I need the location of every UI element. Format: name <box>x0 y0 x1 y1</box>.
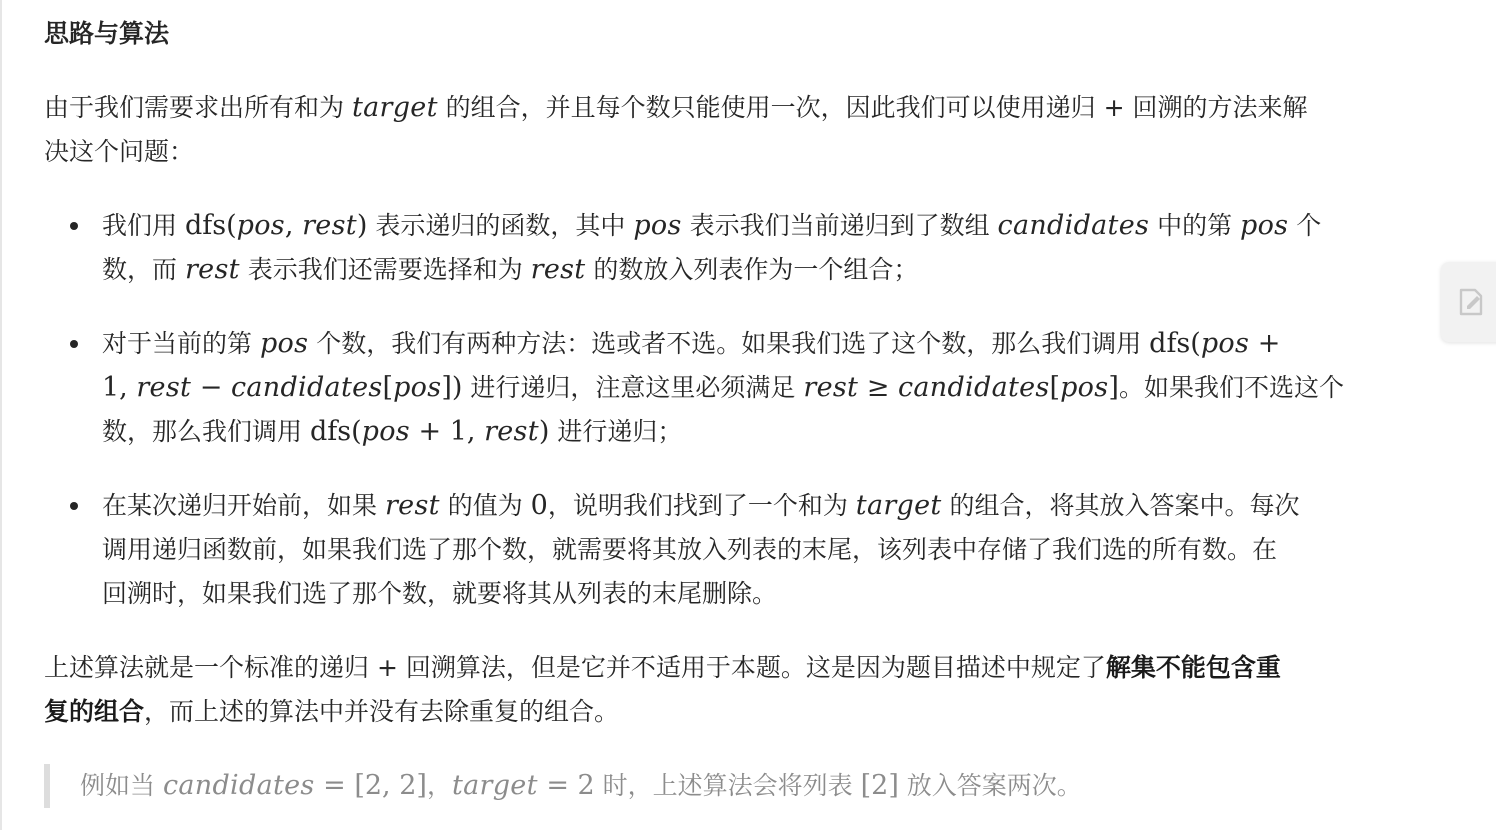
intro-text-3: 决这个问题： <box>44 137 195 166</box>
text: 表示递归的函数，其中 <box>367 211 634 240</box>
section-heading: 思路与算法 <box>44 19 170 48</box>
math: candidates <box>997 210 1150 241</box>
text: 时，上述算法会将列表 <box>594 771 861 800</box>
blockquote-bar <box>44 764 50 808</box>
math: pos <box>1200 328 1250 359</box>
math: pos <box>236 210 285 241</box>
list-item <box>102 484 1440 616</box>
text: ，说明我们找到了一个和为 <box>547 491 856 520</box>
intro-paragraph <box>44 86 1440 174</box>
list-item <box>102 204 1440 292</box>
conclusion-paragraph <box>44 646 1440 734</box>
text: 。如果我们不选这个 <box>1118 373 1344 402</box>
math: − <box>191 372 231 403</box>
edit-note-icon <box>1457 284 1487 318</box>
intro-text-1: 由于我们需要求出所有和为 <box>44 93 352 122</box>
math: candidates <box>897 372 1050 403</box>
math: target <box>451 770 538 801</box>
math: ≥ <box>858 372 898 403</box>
math: , <box>284 210 303 241</box>
math: + 1, <box>409 416 485 447</box>
math: 1, <box>102 372 137 403</box>
text: 进行递归，注意这里必须满足 <box>462 373 804 402</box>
math: rest <box>184 254 240 285</box>
text: 进行递归； <box>549 417 683 446</box>
text: 调用递归函数前，如果我们选了那个数，就需要将其放入列表的末尾，该列表中存储了我们选的所有数。在 <box>102 535 1278 564</box>
math: = [2, 2] <box>314 770 427 801</box>
math: rest <box>302 210 357 241</box>
intro-text-2: 的组合，并且每个数只能使用一次，因此我们可以使用递归 + 回溯的方法来解 <box>437 93 1308 122</box>
math: pos <box>259 328 309 359</box>
text: 表示我们还需要选择和为 <box>239 255 531 284</box>
text: 个 <box>1288 211 1322 240</box>
math: pos <box>633 210 682 241</box>
math: pos <box>1240 210 1289 241</box>
text: ， <box>426 771 452 800</box>
text: 例如当 <box>80 771 163 800</box>
text: 的值为 <box>439 491 531 520</box>
math: candidates <box>230 372 383 403</box>
side-note-tab[interactable] <box>1441 262 1496 342</box>
text: 回溯时，如果我们选了那个数，就要将其从列表的末尾删除。 <box>102 579 778 608</box>
math: [2] <box>860 770 899 801</box>
math: ) <box>356 210 368 241</box>
math: dfs( <box>309 416 362 447</box>
math: dfs( <box>1149 328 1201 359</box>
text: 的数放入列表作为一个组合； <box>585 255 919 284</box>
math: rest <box>484 416 539 447</box>
math-target: target <box>351 92 438 123</box>
list-item <box>102 322 1440 454</box>
text: 上述算法就是一个标准的递归 + 回溯算法，但是它并不适用于本题。这是因为题目描述中规定了 <box>44 653 1106 682</box>
math: ) <box>538 416 550 447</box>
bullet-dot <box>70 340 78 348</box>
math: = 2 <box>537 770 595 801</box>
text: 对于当前的第 <box>102 329 260 358</box>
math: + <box>1249 328 1281 359</box>
text: 我们用 <box>102 211 185 240</box>
math: ]) <box>441 372 463 403</box>
blockquote-text <box>80 764 1082 808</box>
text: 个数，我们有两种方法：选或者不选。如果我们选了这个数，那么我们调用 <box>308 329 1150 358</box>
text: 数，那么我们调用 <box>102 417 310 446</box>
math: pos <box>361 416 410 447</box>
text: 表示我们当前递归到了数组 <box>681 211 998 240</box>
math: [ <box>382 372 394 403</box>
math: rest <box>803 372 859 403</box>
emphasis-text: 解集不能包含重 <box>1105 653 1281 682</box>
math: ] <box>1108 372 1119 403</box>
emphasis-text: 复的组合 <box>44 697 145 726</box>
text: ，而上述的算法中并没有去除重复的组合。 <box>144 697 620 726</box>
blockquote <box>44 764 1444 808</box>
math: target <box>855 490 942 521</box>
math: rest <box>136 372 192 403</box>
left-border <box>0 0 2 830</box>
text: 数，而 <box>102 255 185 284</box>
math: rest <box>384 490 440 521</box>
math: [ <box>1049 372 1061 403</box>
text: 中的第 <box>1149 211 1241 240</box>
math: pos <box>1060 372 1109 403</box>
text: 放入答案两次。 <box>898 771 1082 800</box>
math: rest <box>530 254 586 285</box>
text: 在某次递归开始前，如果 <box>102 491 385 520</box>
text: 的组合，将其放入答案中。每次 <box>941 491 1300 520</box>
math: candidates <box>162 770 315 801</box>
math: dfs( <box>184 210 237 241</box>
bullet-dot <box>70 222 78 230</box>
math: pos <box>393 372 442 403</box>
bullet-dot <box>70 502 78 510</box>
math: 0 <box>530 490 548 521</box>
